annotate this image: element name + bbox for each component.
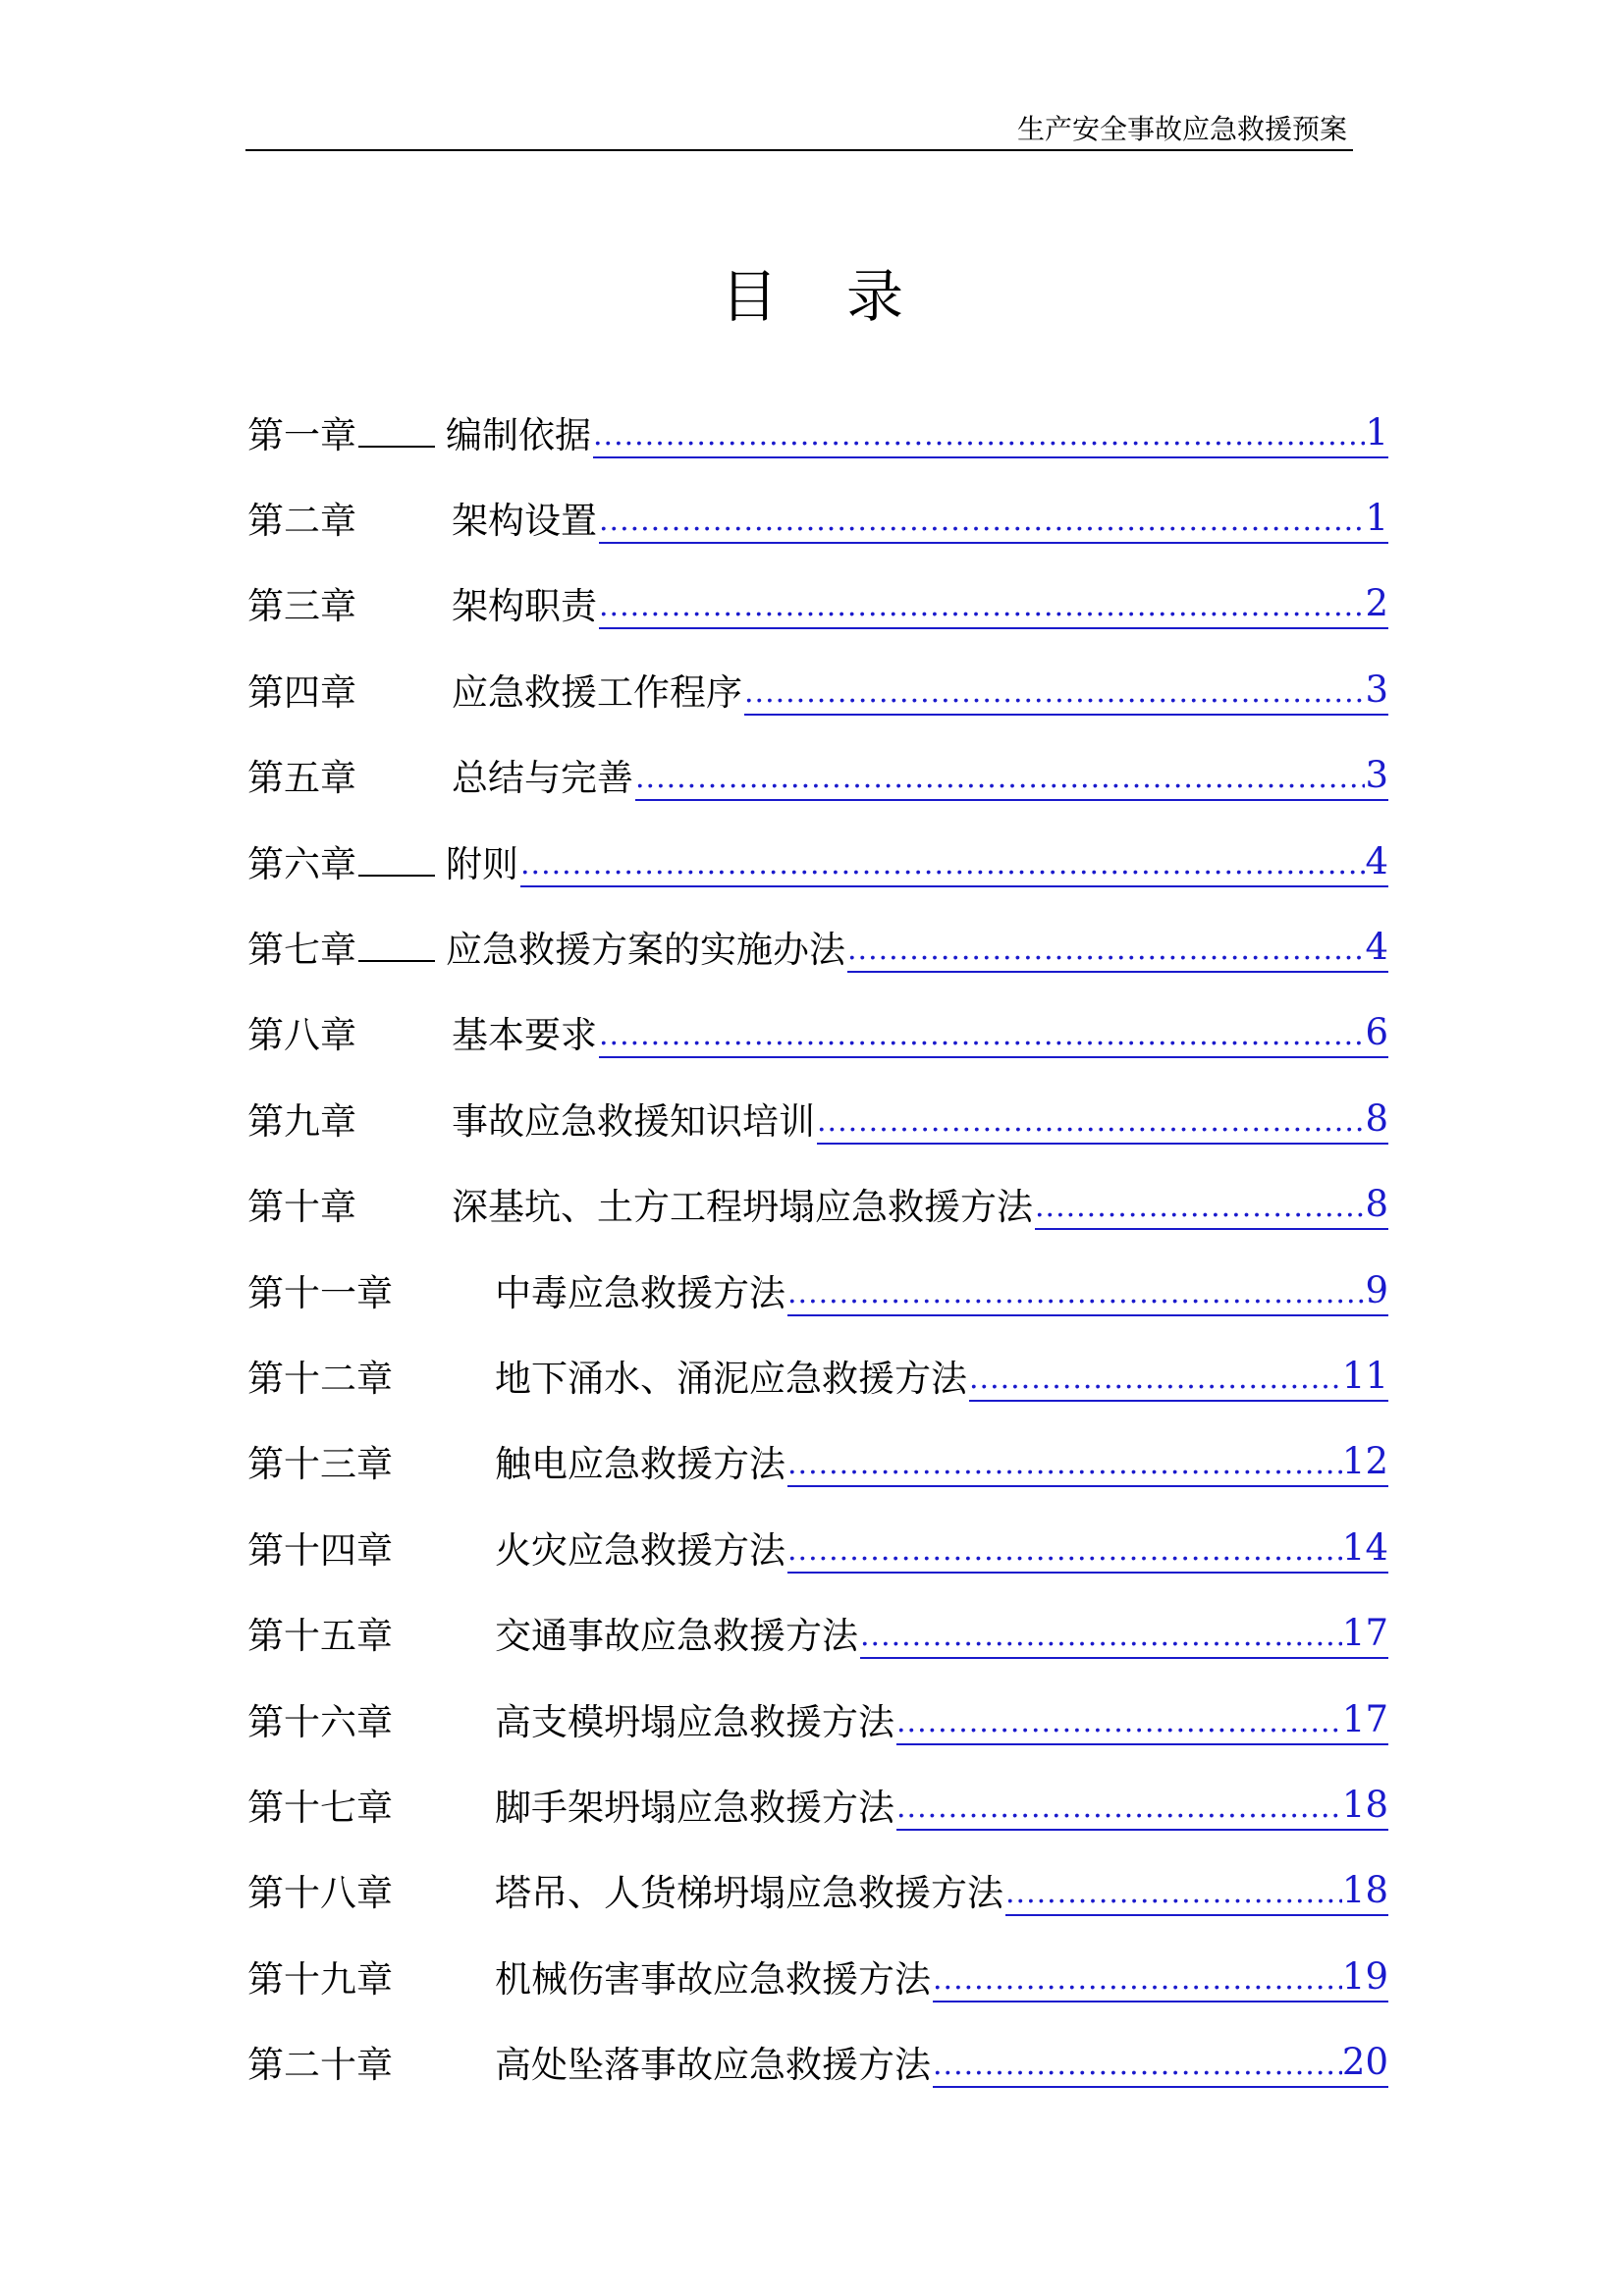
toc-chapter-underline (358, 958, 435, 962)
toc-row (247, 736, 1388, 822)
toc-chapter-label: 第三章 (247, 585, 356, 628)
toc-row (247, 393, 1388, 478)
toc-page-number: 8 (1365, 1098, 1388, 1140)
toc-chapter-label: 第十五章 (247, 1615, 393, 1658)
toc-chapter-number (247, 1268, 495, 1319)
toc-entry-title: 总结与完善 (452, 757, 633, 800)
toc-page-link[interactable] (520, 842, 1388, 887)
toc-entry-title: 附则 (446, 842, 518, 885)
toc-entry-title: 中毒应急救援方法 (495, 1271, 785, 1314)
toc-entry-title: 应急救援方案的实施办法 (446, 929, 845, 972)
toc-entry-title: 基本要求 (452, 1014, 597, 1057)
toc-page-number: 11 (1341, 1356, 1388, 1397)
toc-dot-leader (1005, 1874, 1342, 1913)
toc-chapter-label: 第九章 (247, 1099, 356, 1143)
toc-chapter-underline (358, 873, 435, 877)
toc-entry-title: 深基坑、土方工程坍塌应急救援方法 (452, 1186, 1033, 1229)
toc-chapter-number (247, 1697, 495, 1748)
toc-dot-leader (599, 1016, 1365, 1055)
toc-row (247, 1251, 1388, 1336)
toc-page-number: 20 (1341, 2043, 1388, 2084)
toc-page-link[interactable] (1005, 1871, 1388, 1916)
toc-row (247, 564, 1388, 650)
toc-dot-leader (933, 1960, 1342, 2000)
toc-page-number: 17 (1341, 1614, 1388, 1655)
toc-dot-leader (520, 845, 1365, 884)
toc-page-number: 4 (1365, 841, 1388, 882)
toc-chapter-number (247, 1611, 495, 1662)
toc-page-number: 1 (1365, 412, 1388, 454)
toc-chapter-label: 第十八章 (247, 1872, 393, 1915)
toc-page-link[interactable] (896, 1700, 1388, 1745)
toc-chapter-number (247, 1868, 495, 1919)
toc-row (247, 1851, 1388, 1937)
toc-chapter-label: 第十一章 (247, 1271, 393, 1314)
toc-chapter-number (247, 410, 446, 461)
toc-row (247, 1765, 1388, 1850)
toc-chapter-label: 第十九章 (247, 1957, 393, 2001)
toc-page-number: 18 (1341, 1785, 1388, 1826)
toc-chapter-underline (358, 444, 435, 448)
toc-entry-title: 架构设置 (452, 500, 597, 543)
toc-chapter-label: 第十二章 (247, 1357, 393, 1400)
toc-chapter-number (247, 1525, 495, 1576)
toc-page-link[interactable] (817, 1099, 1388, 1145)
toc-page-link[interactable] (599, 1013, 1388, 1058)
toc-dot-leader (896, 1703, 1342, 1742)
toc-dot-leader (787, 1445, 1342, 1484)
running-header (245, 110, 1353, 151)
toc-list (247, 393, 1388, 2109)
toc-page-link[interactable] (860, 1614, 1388, 1659)
toc-chapter-number (247, 581, 452, 632)
toc-chapter-label: 第二十章 (247, 2044, 393, 2087)
toc-entry-title: 架构职责 (452, 585, 597, 628)
toc-page-link[interactable] (933, 2043, 1388, 2088)
toc-entry-title: 塔吊、人货梯坍塌应急救援方法 (495, 1872, 1003, 1915)
toc-row (247, 993, 1388, 1079)
toc-page-number: 8 (1365, 1185, 1388, 1226)
toc-page-number: 2 (1365, 584, 1388, 625)
toc-entry-title: 交通事故应急救援方法 (495, 1615, 858, 1658)
toc-page-number: 9 (1365, 1270, 1388, 1311)
toc-page-number: 3 (1365, 669, 1388, 711)
toc-chapter-number (247, 1010, 452, 1061)
toc-row (247, 2022, 1388, 2108)
toc-page-number: 19 (1341, 1956, 1388, 1998)
toc-row (247, 822, 1388, 907)
toc-chapter-label: 第六章 (247, 842, 356, 885)
toc-page-link[interactable] (969, 1357, 1388, 1402)
toc-chapter-label: 第七章 (247, 929, 356, 972)
toc-row (247, 650, 1388, 735)
toc-chapter-label: 第十七章 (247, 1786, 393, 1829)
toc-entry-title: 触电应急救援方法 (495, 1443, 785, 1486)
toc-row (247, 1937, 1388, 2022)
toc-chapter-label: 第八章 (247, 1014, 356, 1057)
toc-entry-title: 高支模坍塌应急救援方法 (495, 1700, 894, 1743)
toc-chapter-number (247, 925, 446, 976)
toc-page-link[interactable] (593, 413, 1388, 458)
toc-title: 目录 (720, 262, 972, 330)
toc-page-number: 12 (1341, 1442, 1388, 1483)
toc-dot-leader (860, 1617, 1342, 1656)
toc-chapter-label: 第二章 (247, 500, 356, 543)
toc-dot-leader (896, 1789, 1342, 1828)
toc-dot-leader (599, 502, 1365, 541)
toc-entry-title: 火灾应急救援方法 (495, 1528, 785, 1572)
toc-page-number: 14 (1341, 1527, 1388, 1569)
toc-page-link[interactable] (847, 928, 1388, 973)
toc-entry-title: 编制依据 (446, 413, 591, 456)
toc-page-number: 18 (1341, 1871, 1388, 1912)
toc-chapter-number (247, 839, 446, 890)
toc-row (247, 1079, 1388, 1164)
toc-dot-leader (787, 1531, 1342, 1571)
toc-row (247, 907, 1388, 992)
toc-entry-title: 高处坠落事故应急救援方法 (495, 2044, 931, 2087)
toc-entry-title: 地下涌水、涌泥应急救援方法 (495, 1357, 967, 1400)
toc-chapter-number (247, 753, 452, 804)
toc-chapter-label: 第十三章 (247, 1443, 393, 1486)
toc-dot-leader (744, 673, 1365, 713)
toc-row (247, 1593, 1388, 1679)
toc-page-link[interactable] (896, 1786, 1388, 1831)
toc-chapter-label: 第四章 (247, 670, 356, 714)
toc-chapter-number (247, 1954, 495, 2005)
toc-dot-leader (817, 1102, 1365, 1142)
toc-chapter-number (247, 667, 452, 719)
toc-chapter-label: 第十四章 (247, 1528, 393, 1572)
toc-chapter-label: 第五章 (247, 757, 356, 800)
toc-page-link[interactable] (1035, 1185, 1388, 1230)
toc-dot-leader (593, 416, 1365, 455)
toc-page-number: 4 (1365, 928, 1388, 969)
running-header-title: 生产安全事故应急救援预案 (1016, 113, 1347, 145)
toc-chapter-label: 第十六章 (247, 1700, 393, 1743)
toc-dot-leader (1035, 1188, 1365, 1227)
toc-row (247, 1336, 1388, 1421)
toc-chapter-label: 第一章 (247, 413, 356, 456)
toc-page-link[interactable] (744, 670, 1388, 716)
toc-row (247, 1680, 1388, 1765)
toc-entry-title: 机械伤害事故应急救援方法 (495, 1957, 931, 2001)
toc-row (247, 1422, 1388, 1508)
toc-page-link[interactable] (599, 584, 1388, 629)
toc-chapter-number (247, 1182, 452, 1233)
toc-chapter-number (247, 1439, 495, 1490)
toc-page-link[interactable] (787, 1442, 1388, 1487)
toc-entry-title: 应急救援工作程序 (452, 670, 742, 714)
toc-chapter-number (247, 496, 452, 547)
toc-chapter-number (247, 1096, 452, 1148)
toc-page-number: 3 (1365, 756, 1388, 797)
toc-dot-leader (933, 2046, 1342, 2085)
toc-page-link[interactable] (787, 1528, 1388, 1574)
toc-chapter-label: 第十章 (247, 1186, 356, 1229)
toc-chapter-number (247, 1783, 495, 1834)
toc-entry-title: 事故应急救援知识培训 (452, 1099, 815, 1143)
toc-chapter-number (247, 1354, 495, 1405)
toc-row (247, 478, 1388, 563)
toc-dot-leader (847, 931, 1365, 970)
toc-page-number: 17 (1341, 1699, 1388, 1740)
toc-page-link[interactable] (787, 1271, 1388, 1316)
toc-row (247, 1508, 1388, 1593)
toc-page-link[interactable] (635, 756, 1388, 801)
toc-chapter-number (247, 2040, 495, 2091)
toc-page-link[interactable] (933, 1957, 1388, 2002)
toc-dot-leader (969, 1360, 1342, 1399)
toc-dot-leader (635, 759, 1365, 798)
toc-page-number: 6 (1365, 1013, 1388, 1054)
toc-entry-title: 脚手架坍塌应急救援方法 (495, 1786, 894, 1829)
toc-dot-leader (787, 1274, 1365, 1313)
toc-page-link[interactable] (599, 499, 1388, 544)
toc-row (247, 1165, 1388, 1251)
toc-dot-leader (599, 587, 1365, 626)
toc-page-number: 1 (1365, 499, 1388, 540)
